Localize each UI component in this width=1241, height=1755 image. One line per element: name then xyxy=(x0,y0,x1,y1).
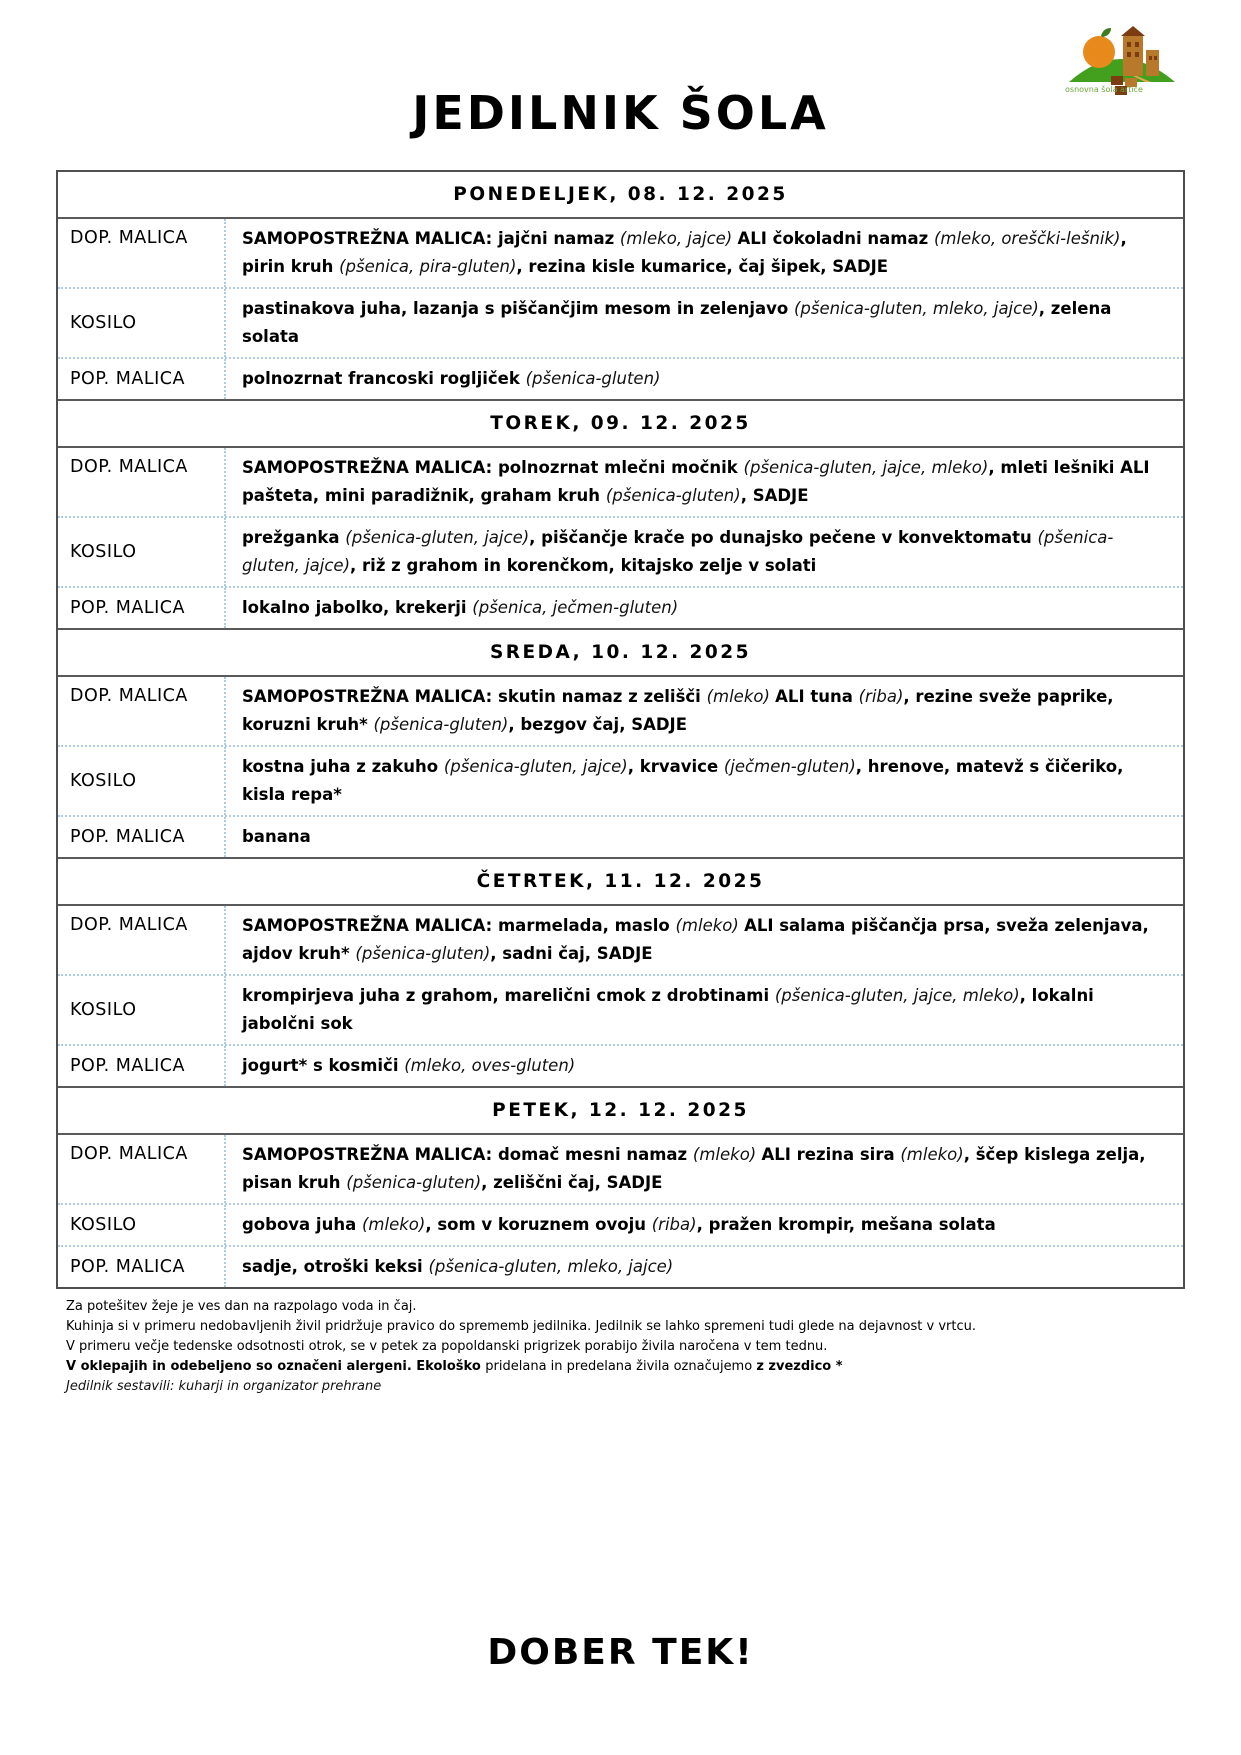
meal-text: polnozrnat francoski rogljiček (pšenica-gluten) xyxy=(242,369,661,388)
menu-table xyxy=(56,170,1185,1289)
meal-text: SAMOPOSTREŽNA MALICA: domač mesni namaz (mleko) ALI rezina sira (mleko), ščep kislega zelja, pisan kruh (pšenica-gluten), zeliščni čaj, SADJE xyxy=(242,1145,1146,1192)
note-line: Jedilnik sestavili: kuharji in organizator prehrane xyxy=(66,1379,382,1394)
meal-label: DOP. MALICA xyxy=(58,677,226,745)
school-logo-caption: osnovna šola artiče xyxy=(1065,85,1143,94)
meal-text: kostna juha z zakuho (pšenica-gluten, jajce), krvavice (ječmen-gluten), hrenove, matevž s čičeriko, kisla repa* xyxy=(242,757,1124,804)
day-section-wednesday xyxy=(58,628,1183,857)
meal-row-afternoon xyxy=(58,586,1183,628)
day-header: ČETRTEK, 11. 12. 2025 xyxy=(58,857,1183,906)
day-section-tuesday xyxy=(58,399,1183,628)
meal-label: KOSILO xyxy=(58,976,226,1044)
note-line: V primeru večje tedenske odsotnosti otrok, se v petek za popoldanski prigrizek porabijo živila naročena v tem tednu. xyxy=(66,1339,828,1354)
meal-row-lunch xyxy=(58,974,1183,1044)
meal-row-lunch xyxy=(58,287,1183,357)
meal-label: POP. MALICA xyxy=(58,359,226,399)
meal-label: POP. MALICA xyxy=(58,1247,226,1287)
meal-label: DOP. MALICA xyxy=(58,1135,226,1203)
meal-label: KOSILO xyxy=(58,1205,226,1245)
day-section-monday xyxy=(58,172,1183,399)
page-title: JEDILNIK ŠOLA xyxy=(412,86,829,140)
day-header: PONEDELJEK, 08. 12. 2025 xyxy=(58,172,1183,219)
meal-text: sadje, otroški keksi (pšenica-gluten, mleko, jajce) xyxy=(242,1257,674,1276)
meal-row-afternoon xyxy=(58,1044,1183,1086)
day-header: SREDA, 10. 12. 2025 xyxy=(58,628,1183,677)
note-line: Kuhinja si v primeru nedobavljenih živil pridržuje pravico do sprememb jedilnika. Jedilnik se lahko spremeni tudi glede na dejavnost v vrtcu. xyxy=(66,1319,976,1334)
meal-label: KOSILO xyxy=(58,747,226,815)
meal-text: SAMOPOSTREŽNA MALICA: jajčni namaz (mleko, jajce) ALI čokoladni namaz (mleko, oreščki-lešnik), pirin kruh (pšenica, pira-gluten), rezina kisle kumarice, čaj šipek, SADJE xyxy=(242,229,1127,276)
meal-text: prežganka (pšenica-gluten, jajce), piščančje krače po dunajsko pečene v konvektomatu (pšenica-gluten, jajce), riž z grahom in korenčkom, kitajsko zelje v solati xyxy=(242,528,1114,575)
meal-text: jogurt* s kosmiči (mleko, oves-gluten) xyxy=(242,1056,576,1075)
meal-text: krompirjeva juha z grahom, marelični cmok z drobtinami (pšenica-gluten, jajce, mleko), lokalni jabolčni sok xyxy=(242,986,1094,1033)
footer-greeting: DOBER TEK! xyxy=(487,1632,754,1673)
meal-row-afternoon xyxy=(58,815,1183,857)
meal-label: POP. MALICA xyxy=(58,588,226,628)
school-logo-icon xyxy=(1061,20,1181,100)
meal-row-morning xyxy=(58,906,1183,974)
meal-row-lunch xyxy=(58,516,1183,586)
meal-label: POP. MALICA xyxy=(58,817,226,857)
meal-text: banana xyxy=(242,827,311,846)
footer-notes xyxy=(66,1297,1185,1397)
meal-text: SAMOPOSTREŽNA MALICA: marmelada, maslo (mleko) ALI salama piščančja prsa, sveža zelenjava, ajdov kruh* (pšenica-gluten), sadni čaj, SADJE xyxy=(242,916,1149,963)
meal-label: DOP. MALICA xyxy=(58,448,226,516)
meal-row-morning xyxy=(58,677,1183,745)
note-line: Za potešitev žeje je ves dan na razpolago voda in čaj. xyxy=(66,1299,417,1314)
day-header: PETEK, 12. 12. 2025 xyxy=(58,1086,1183,1135)
meal-text: gobova juha (mleko), som v koruznem ovoju (riba), pražen krompir, mešana solata xyxy=(242,1215,996,1234)
meal-row-lunch xyxy=(58,745,1183,815)
meal-row-morning xyxy=(58,1135,1183,1203)
meal-row-morning xyxy=(58,219,1183,287)
note-line: V oklepajih in odebeljeno so označeni alergeni. Ekološko pridelana in predelana živila označujemo z zvezdico * xyxy=(66,1359,843,1374)
meal-label: DOP. MALICA xyxy=(58,906,226,974)
meal-label: KOSILO xyxy=(58,518,226,586)
meal-label: DOP. MALICA xyxy=(58,219,226,287)
meal-row-morning xyxy=(58,448,1183,516)
meal-text: SAMOPOSTREŽNA MALICA: skutin namaz z zelišči (mleko) ALI tuna (riba), rezine sveže paprike, koruzni kruh* (pšenica-gluten), bezgov čaj, SADJE xyxy=(242,687,1114,734)
meal-text: pastinakova juha, lazanja s piščančjim mesom in zelenjavo (pšenica-gluten, mleko, jajce), zelena solata xyxy=(242,299,1112,346)
meal-text: SAMOPOSTREŽNA MALICA: polnozrnat mlečni močnik (pšenica-gluten, jajce, mleko), mleti lešniki ALI pašteta, mini paradižnik, graham kruh (pšenica-gluten), SADJE xyxy=(242,458,1150,505)
day-header: TOREK, 09. 12. 2025 xyxy=(58,399,1183,448)
day-section-thursday xyxy=(58,857,1183,1086)
meal-text: lokalno jabolko, krekerji (pšenica, ječmen-gluten) xyxy=(242,598,679,617)
meal-label: POP. MALICA xyxy=(58,1046,226,1086)
meal-row-lunch xyxy=(58,1203,1183,1245)
meal-row-afternoon xyxy=(58,357,1183,399)
meal-row-afternoon xyxy=(58,1245,1183,1287)
meal-label: KOSILO xyxy=(58,289,226,357)
day-section-friday xyxy=(58,1086,1183,1287)
